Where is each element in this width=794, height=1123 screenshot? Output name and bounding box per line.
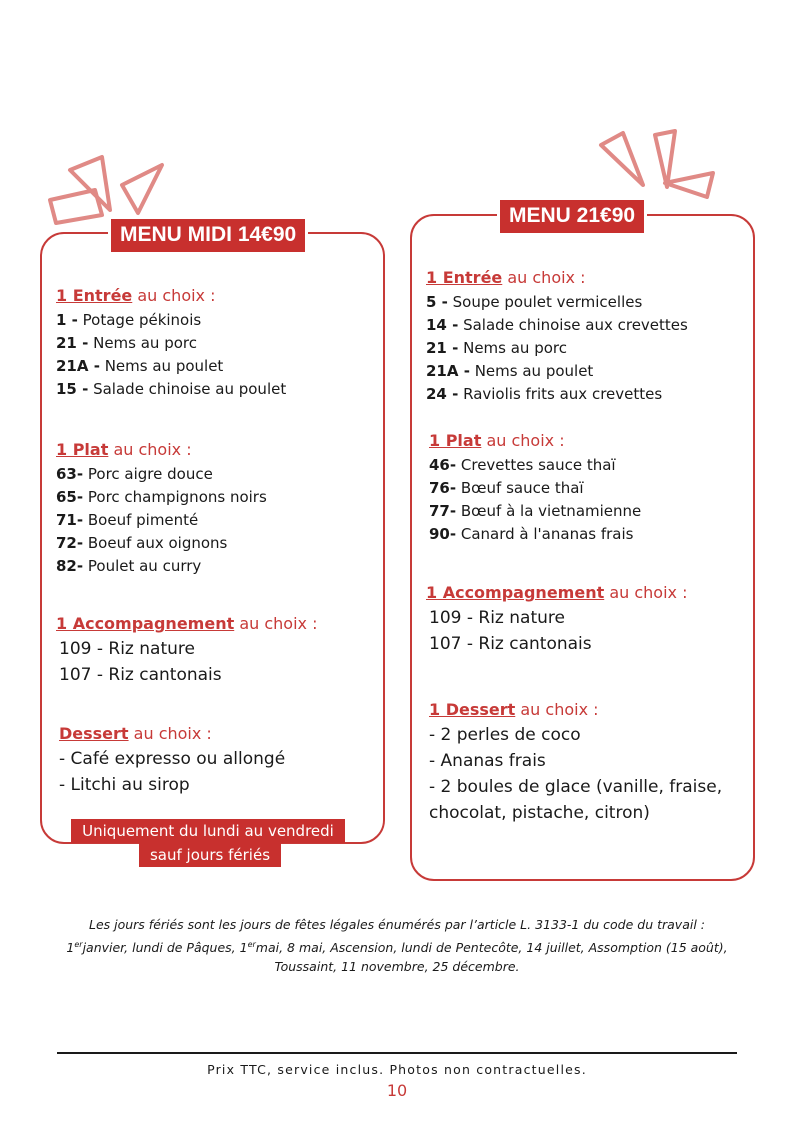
list-item: 5 - Soupe poulet vermicelles — [426, 293, 643, 311]
legal-line-2: 1erjanvier, lundi de Pâques, 1ermai, 8 mai, Ascension, lundi de Pentecôte, 14 juillet, Assomption (15 août), — [66, 939, 728, 955]
list-item: 72- Boeuf aux oignons — [56, 534, 228, 552]
list-item: 109 - Riz nature — [59, 639, 195, 659]
footer-text: Prix TTC, service inclus. Photos non contractuelles. — [207, 1062, 587, 1077]
list-item: 77- Bœuf à la vietnamienne — [429, 502, 642, 520]
menu-midi-title: MENU MIDI 14€90 — [108, 216, 308, 255]
midi-plat-section — [56, 440, 267, 580]
list-item: 71- Boeuf pimenté — [56, 511, 199, 529]
list-item: 76- Bœuf sauce thaï — [429, 479, 584, 497]
midi-dessert-heading: Dessert au choix : — [59, 724, 212, 743]
midi-dessert-section — [59, 724, 285, 801]
list-item: 65- Porc champignons noirs — [56, 488, 267, 506]
menu-21-entree-section — [426, 268, 688, 408]
list-item: 107 - Riz cantonais — [429, 634, 592, 654]
menu-21-plat-section — [429, 431, 641, 548]
list-item: 107 - Riz cantonais — [59, 665, 222, 685]
m21-plat-heading: 1 Plat au choix : — [429, 431, 565, 450]
m21-dessert-heading: 1 Dessert au choix : — [429, 700, 599, 719]
list-item: - Café expresso ou allongé — [59, 749, 286, 769]
midi-entree-section — [56, 286, 286, 398]
list-item: 21A - Nems au poulet — [426, 362, 594, 380]
list-item: 1 - Potage pékinois — [56, 311, 202, 329]
list-item: 15 - Salade chinoise au poulet — [56, 380, 287, 398]
list-item: 109 - Riz nature — [429, 608, 565, 628]
m21-accompagnement-heading: 1 Accompagnement au choix : — [426, 583, 688, 602]
menu-21-accompagnement-section — [426, 583, 687, 660]
list-item: 21 - Nems au porc — [426, 339, 567, 357]
list-item: 21A - Nems au poulet — [56, 357, 224, 375]
list-item: 24 - Raviolis frits aux crevettes — [426, 385, 663, 403]
list-item: 14 - Salade chinoise aux crevettes — [426, 316, 688, 334]
midi-accompagnement-section — [56, 614, 317, 691]
menu-midi-content — [56, 286, 286, 403]
list-item: 46- Crevettes sauce thaï — [429, 456, 616, 474]
list-item: - Litchi au sirop — [59, 775, 190, 795]
weekday-notice-line2: sauf jours fériés — [139, 843, 281, 867]
list-item: - 2 perles de coco — [429, 725, 581, 745]
list-item: 21 - Nems au porc — [56, 334, 197, 352]
list-item: 90- Canard à l'ananas frais — [429, 525, 634, 543]
list-item: - Ananas frais — [429, 751, 546, 771]
footer-divider — [57, 1052, 737, 1054]
legal-line-3: Toussaint, 11 novembre, 25 décembre. — [274, 959, 520, 975]
midi-entree-heading: 1 Entrée au choix : — [56, 286, 216, 305]
m21-entree-heading: 1 Entrée au choix : — [426, 268, 586, 287]
list-item: 63- Porc aigre douce — [56, 465, 213, 483]
list-item: 82- Poulet au curry — [56, 557, 202, 575]
midi-plat-heading: 1 Plat au choix : — [56, 440, 192, 459]
menu-21-title: MENU 21€90 — [497, 197, 647, 236]
right-burst-decoration — [595, 125, 725, 205]
legal-notice — [40, 915, 754, 977]
weekday-notice-line1: Uniquement du lundi au vendredi — [71, 819, 345, 843]
menu-21-dessert-section — [429, 700, 722, 829]
list-item: chocolat, pistache, citron) — [429, 803, 650, 823]
midi-accompagnement-heading: 1 Accompagnement au choix : — [56, 614, 318, 633]
list-item: - 2 boules de glace (vanille, fraise, — [429, 777, 723, 797]
legal-line-1: Les jours fériés sont les jours de fêtes légales énumérés par l’article L. 3133-1 du code du travail : — [88, 917, 705, 932]
page-number: 10 — [386, 1081, 408, 1100]
